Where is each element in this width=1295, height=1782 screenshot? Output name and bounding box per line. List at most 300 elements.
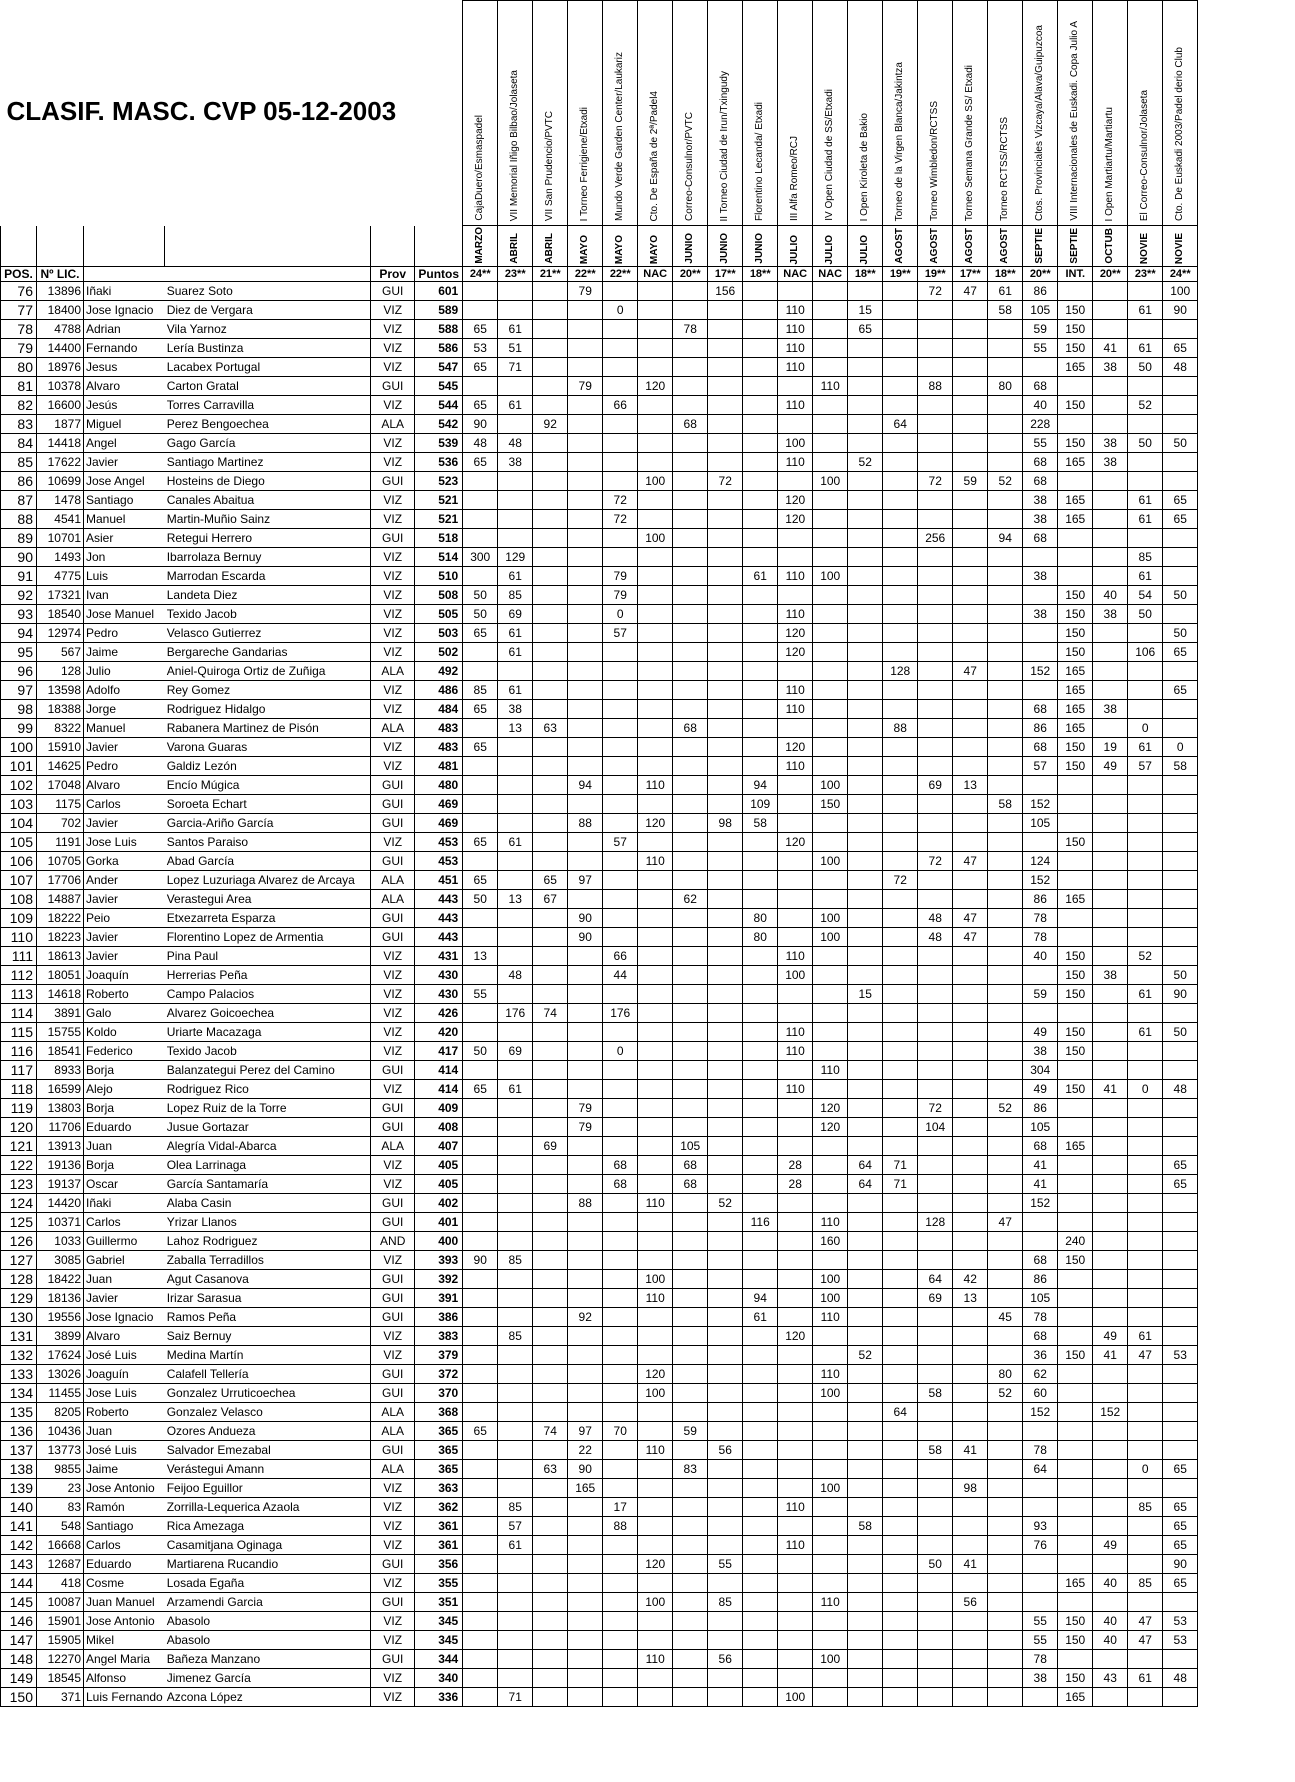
score-cell: 61 — [1128, 738, 1163, 757]
score-cell: 88 — [883, 719, 918, 738]
score-cell — [988, 1251, 1023, 1270]
score-cell — [673, 472, 708, 491]
score-cell — [1058, 928, 1093, 947]
event-name-header: Cto. De España de 2ª/Padel4 — [638, 1, 673, 226]
score-cell — [1093, 1365, 1128, 1384]
score-cell — [603, 1137, 638, 1156]
score-cell — [848, 700, 883, 719]
score-cell — [848, 396, 883, 415]
surname-cell: Rabanera Martinez de Pisón — [165, 719, 371, 738]
score-cell — [1163, 472, 1198, 491]
score-cell — [638, 1137, 673, 1156]
score-cell — [708, 1327, 743, 1346]
score-cell — [533, 1403, 568, 1422]
score-cell — [1128, 1422, 1163, 1441]
table-row — [1, 1194, 1198, 1213]
score-cell — [533, 757, 568, 776]
score-cell — [953, 415, 988, 434]
score-cell — [1093, 1441, 1128, 1460]
event-month-header: JULIO — [848, 226, 883, 267]
first-name-cell: Borja — [84, 1156, 165, 1175]
score-cell — [743, 453, 778, 472]
score-cell — [918, 1251, 953, 1270]
score-cell — [883, 947, 918, 966]
score-cell: 80 — [743, 909, 778, 928]
license-cell: 83 — [37, 1498, 84, 1517]
score-cell — [1093, 985, 1128, 1004]
score-cell — [1023, 1593, 1058, 1612]
score-cell — [988, 1270, 1023, 1289]
province-cell: VIZ — [371, 1536, 415, 1555]
points-cell: 344 — [415, 1650, 463, 1669]
score-cell — [603, 1593, 638, 1612]
score-cell — [533, 1479, 568, 1498]
surname-cell: Rodriguez Rico — [165, 1080, 371, 1099]
score-cell — [568, 1232, 603, 1251]
score-cell: 105 — [1023, 1289, 1058, 1308]
score-cell — [1128, 1118, 1163, 1137]
score-cell: 110 — [813, 1593, 848, 1612]
event-category-header: 18** — [848, 267, 883, 282]
score-cell — [848, 1232, 883, 1251]
score-cell — [778, 1650, 813, 1669]
score-cell: 90 — [568, 928, 603, 947]
first-name-cell: Carlos — [84, 1213, 165, 1232]
score-cell — [743, 985, 778, 1004]
score-cell — [743, 415, 778, 434]
score-cell — [743, 301, 778, 320]
score-cell: 228 — [1023, 415, 1058, 434]
first-name-cell: Asier — [84, 529, 165, 548]
province-cell: GUI — [371, 1365, 415, 1384]
score-cell — [533, 1669, 568, 1688]
score-cell: 150 — [1058, 966, 1093, 985]
score-cell: 90 — [1163, 1555, 1198, 1574]
score-cell — [778, 472, 813, 491]
score-cell — [743, 491, 778, 510]
score-cell — [953, 301, 988, 320]
score-cell — [988, 1175, 1023, 1194]
score-cell — [568, 1023, 603, 1042]
score-cell — [498, 776, 533, 795]
score-cell — [533, 529, 568, 548]
score-cell: 72 — [918, 282, 953, 301]
score-cell: 65 — [463, 833, 498, 852]
license-cell: 4775 — [37, 567, 84, 586]
score-cell — [498, 1669, 533, 1688]
province-cell: VIZ — [371, 1612, 415, 1631]
score-cell — [638, 890, 673, 909]
score-cell: 86 — [1023, 1270, 1058, 1289]
score-cell — [918, 1536, 953, 1555]
score-cell — [848, 1650, 883, 1669]
score-cell — [708, 1536, 743, 1555]
score-cell: 47 — [953, 662, 988, 681]
score-cell — [533, 966, 568, 985]
score-cell — [568, 1384, 603, 1403]
table-row — [1, 1251, 1198, 1270]
score-cell — [953, 700, 988, 719]
score-cell — [463, 282, 498, 301]
table-row — [1, 757, 1198, 776]
score-cell — [743, 1403, 778, 1422]
position-cell: 97 — [1, 681, 37, 700]
position-cell: 136 — [1, 1422, 37, 1441]
score-cell — [848, 1061, 883, 1080]
score-cell — [743, 1023, 778, 1042]
score-cell: 50 — [463, 890, 498, 909]
score-cell — [813, 301, 848, 320]
score-cell — [918, 415, 953, 434]
score-cell — [848, 795, 883, 814]
score-cell — [673, 1631, 708, 1650]
score-cell — [953, 567, 988, 586]
province-cell: VIZ — [371, 301, 415, 320]
points-cell: 336 — [415, 1688, 463, 1707]
table-row — [1, 1422, 1198, 1441]
score-cell — [743, 1460, 778, 1479]
score-cell — [778, 1612, 813, 1631]
points-cell: 430 — [415, 985, 463, 1004]
score-cell — [673, 947, 708, 966]
first-name-cell: Javier — [84, 1289, 165, 1308]
score-cell — [463, 1232, 498, 1251]
score-cell — [1128, 1555, 1163, 1574]
score-cell — [988, 1460, 1023, 1479]
event-name-header: VII Memorial Iñigo Bilbao/Jolaseta — [498, 1, 533, 226]
score-cell — [1128, 1175, 1163, 1194]
score-cell: 69 — [498, 605, 533, 624]
score-cell — [778, 1669, 813, 1688]
score-cell — [1093, 947, 1128, 966]
first-name-cell: Alvaro — [84, 776, 165, 795]
score-cell — [813, 320, 848, 339]
event-name-header: I Torneo Ferrigiene/Etxadi — [568, 1, 603, 226]
score-cell — [813, 1555, 848, 1574]
first-name-cell: Galo — [84, 1004, 165, 1023]
score-cell — [533, 681, 568, 700]
score-cell — [708, 1669, 743, 1688]
score-cell — [1163, 396, 1198, 415]
score-cell — [708, 1080, 743, 1099]
score-cell: 19 — [1093, 738, 1128, 757]
score-cell: 72 — [603, 491, 638, 510]
score-cell — [603, 472, 638, 491]
surname-cell: Santos Paraiso — [165, 833, 371, 852]
score-cell — [638, 681, 673, 700]
province-cell: VIZ — [371, 1327, 415, 1346]
score-cell — [813, 1612, 848, 1631]
score-cell: 100 — [813, 776, 848, 795]
score-cell: 104 — [918, 1118, 953, 1137]
score-cell — [1058, 1365, 1093, 1384]
score-cell: 61 — [498, 1080, 533, 1099]
score-cell — [988, 1536, 1023, 1555]
score-cell — [533, 1118, 568, 1137]
score-cell: 61 — [498, 1536, 533, 1555]
score-cell — [708, 1251, 743, 1270]
score-cell — [638, 1004, 673, 1023]
score-cell: 79 — [568, 1118, 603, 1137]
score-cell — [1128, 1688, 1163, 1707]
license-cell: 18222 — [37, 909, 84, 928]
table-row — [1, 396, 1198, 415]
score-cell — [743, 1593, 778, 1612]
score-cell: 50 — [1163, 966, 1198, 985]
score-cell: 100 — [778, 966, 813, 985]
score-cell — [533, 1498, 568, 1517]
position-cell: 98 — [1, 700, 37, 719]
score-cell — [988, 1574, 1023, 1593]
score-cell — [883, 1118, 918, 1137]
score-cell: 55 — [1023, 1612, 1058, 1631]
score-cell: 38 — [1093, 700, 1128, 719]
score-cell — [1093, 567, 1128, 586]
score-cell — [498, 795, 533, 814]
score-cell — [953, 339, 988, 358]
surname-cell: Verástegui Amann — [165, 1460, 371, 1479]
score-cell — [953, 377, 988, 396]
score-cell — [1163, 871, 1198, 890]
table-row — [1, 1574, 1198, 1593]
score-cell — [1093, 1517, 1128, 1536]
score-cell — [498, 472, 533, 491]
surname-cell: Varona Guaras — [165, 738, 371, 757]
score-cell — [848, 1612, 883, 1631]
license-cell: 19137 — [37, 1175, 84, 1194]
score-cell — [953, 1118, 988, 1137]
table-row — [1, 282, 1198, 301]
score-cell — [1058, 548, 1093, 567]
position-cell: 78 — [1, 320, 37, 339]
score-cell — [1058, 795, 1093, 814]
score-cell — [533, 434, 568, 453]
score-cell — [673, 1346, 708, 1365]
position-cell: 142 — [1, 1536, 37, 1555]
score-cell: 0 — [1163, 738, 1198, 757]
points-cell: 361 — [415, 1517, 463, 1536]
score-cell — [988, 852, 1023, 871]
score-cell — [778, 1004, 813, 1023]
score-cell: 150 — [1058, 586, 1093, 605]
score-cell — [673, 1080, 708, 1099]
score-cell: 65 — [463, 358, 498, 377]
points-cell: 401 — [415, 1213, 463, 1232]
position-cell: 106 — [1, 852, 37, 871]
score-cell — [533, 1441, 568, 1460]
score-cell — [673, 282, 708, 301]
score-cell: 110 — [813, 1365, 848, 1384]
score-cell: 110 — [813, 1061, 848, 1080]
score-cell — [1058, 472, 1093, 491]
score-cell: 100 — [778, 1688, 813, 1707]
province-cell: GUI — [371, 1118, 415, 1137]
score-cell — [708, 1517, 743, 1536]
score-cell — [463, 1137, 498, 1156]
score-cell — [1163, 1004, 1198, 1023]
score-cell — [498, 415, 533, 434]
score-cell — [568, 1365, 603, 1384]
score-cell: 41 — [953, 1555, 988, 1574]
score-cell — [463, 1327, 498, 1346]
table-row — [1, 453, 1198, 472]
score-cell — [498, 738, 533, 757]
score-cell — [498, 529, 533, 548]
score-cell — [498, 1384, 533, 1403]
score-cell — [638, 1631, 673, 1650]
province-cell: ALA — [371, 1137, 415, 1156]
score-cell — [1128, 890, 1163, 909]
score-cell — [1093, 1175, 1128, 1194]
score-cell: 47 — [1128, 1346, 1163, 1365]
first-name-cell: Javier — [84, 947, 165, 966]
score-cell — [953, 1650, 988, 1669]
score-cell — [498, 1593, 533, 1612]
score-cell — [673, 1327, 708, 1346]
event-category-header: INT. — [1058, 267, 1093, 282]
table-row — [1, 1308, 1198, 1327]
score-cell — [988, 1403, 1023, 1422]
score-cell — [673, 1270, 708, 1289]
score-cell: 66 — [603, 396, 638, 415]
score-cell: 38 — [1023, 510, 1058, 529]
score-cell — [638, 643, 673, 662]
score-cell — [533, 909, 568, 928]
score-cell — [1163, 1688, 1198, 1707]
score-cell — [1128, 776, 1163, 795]
score-cell — [463, 1346, 498, 1365]
score-cell — [638, 1327, 673, 1346]
score-cell — [1058, 1384, 1093, 1403]
score-cell — [813, 1517, 848, 1536]
score-cell — [463, 1574, 498, 1593]
province-cell: VIZ — [371, 947, 415, 966]
header-pos: POS. — [1, 267, 37, 282]
score-cell — [778, 1137, 813, 1156]
score-cell — [1163, 1365, 1198, 1384]
score-cell — [1023, 966, 1058, 985]
score-cell — [673, 1498, 708, 1517]
points-cell: 453 — [415, 852, 463, 871]
table-row — [1, 738, 1198, 757]
position-cell: 109 — [1, 909, 37, 928]
score-cell — [603, 358, 638, 377]
score-cell — [743, 1061, 778, 1080]
score-cell — [1058, 1441, 1093, 1460]
score-cell — [918, 643, 953, 662]
score-cell — [918, 700, 953, 719]
score-cell — [953, 320, 988, 339]
score-cell: 44 — [603, 966, 638, 985]
score-cell — [638, 1175, 673, 1194]
event-category-header: 19** — [883, 267, 918, 282]
score-cell — [848, 852, 883, 871]
score-cell: 85 — [498, 1498, 533, 1517]
score-cell — [1058, 1460, 1093, 1479]
score-cell — [673, 339, 708, 358]
score-cell: 69 — [498, 1042, 533, 1061]
score-cell — [568, 1061, 603, 1080]
score-cell: 152 — [1023, 1194, 1058, 1213]
score-cell — [603, 700, 638, 719]
score-cell — [1128, 1384, 1163, 1403]
score-cell — [1128, 681, 1163, 700]
score-cell — [708, 1479, 743, 1498]
score-cell — [533, 1593, 568, 1612]
points-cell: 361 — [415, 1536, 463, 1555]
score-cell — [1128, 453, 1163, 472]
score-cell — [743, 1365, 778, 1384]
license-cell: 17048 — [37, 776, 84, 795]
surname-cell: Ozores Andueza — [165, 1422, 371, 1441]
score-cell — [988, 1593, 1023, 1612]
score-cell: 165 — [1058, 1137, 1093, 1156]
surname-cell: Bergareche Gandarias — [165, 643, 371, 662]
score-cell — [883, 434, 918, 453]
score-cell: 61 — [498, 567, 533, 586]
score-cell: 49 — [1023, 1080, 1058, 1099]
score-cell — [638, 1346, 673, 1365]
score-cell — [953, 1232, 988, 1251]
event-month-header: JULIO — [813, 226, 848, 267]
score-cell — [603, 453, 638, 472]
score-cell — [953, 1688, 988, 1707]
score-cell: 65 — [1163, 1175, 1198, 1194]
first-name-cell: Javier — [84, 928, 165, 947]
score-cell — [883, 396, 918, 415]
score-cell — [673, 1194, 708, 1213]
score-cell: 78 — [1023, 909, 1058, 928]
score-cell — [813, 890, 848, 909]
score-cell — [743, 1137, 778, 1156]
position-cell: 117 — [1, 1061, 37, 1080]
score-cell — [953, 1498, 988, 1517]
position-cell: 119 — [1, 1099, 37, 1118]
score-cell: 57 — [603, 833, 638, 852]
score-cell — [638, 833, 673, 852]
position-cell: 81 — [1, 377, 37, 396]
score-cell: 110 — [638, 1441, 673, 1460]
score-cell — [743, 605, 778, 624]
score-cell — [1128, 1137, 1163, 1156]
score-cell — [743, 1156, 778, 1175]
score-cell: 150 — [1058, 1612, 1093, 1631]
first-name-cell: Juan — [84, 1422, 165, 1441]
score-cell — [463, 1650, 498, 1669]
score-cell — [953, 453, 988, 472]
score-cell: 150 — [1058, 1042, 1093, 1061]
score-cell: 100 — [638, 1384, 673, 1403]
score-cell — [848, 1004, 883, 1023]
score-cell: 68 — [1023, 529, 1058, 548]
score-cell — [463, 472, 498, 491]
score-cell — [813, 1175, 848, 1194]
table-row — [1, 1517, 1198, 1536]
event-month-header: MARZO — [463, 226, 498, 267]
score-cell: 120 — [638, 814, 673, 833]
event-month-header: SEPTIE — [1058, 226, 1093, 267]
score-cell — [708, 548, 743, 567]
score-cell — [848, 510, 883, 529]
score-cell — [603, 1536, 638, 1555]
score-cell — [1093, 1156, 1128, 1175]
license-cell: 17706 — [37, 871, 84, 890]
score-cell: 100 — [813, 1270, 848, 1289]
score-cell — [918, 1308, 953, 1327]
score-cell: 17 — [603, 1498, 638, 1517]
table-row — [1, 1004, 1198, 1023]
score-cell — [638, 985, 673, 1004]
